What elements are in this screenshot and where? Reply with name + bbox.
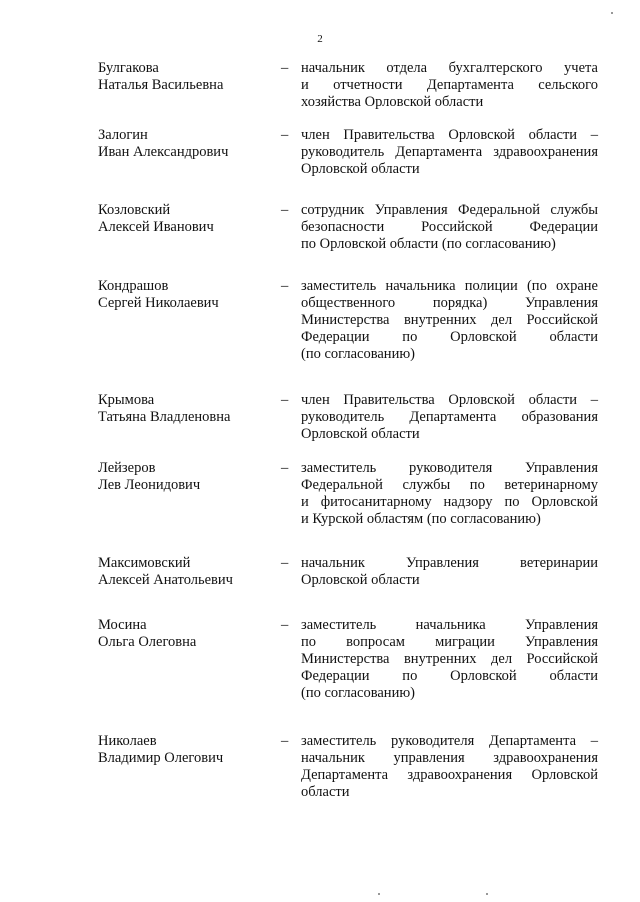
position-line: Министерства внутренних дел Российской bbox=[301, 312, 598, 328]
position-line: заместитель начальника полиции (по охране bbox=[301, 278, 598, 294]
member-surname: Залогин bbox=[98, 127, 148, 143]
position-line: руководитель Департамента здравоохранения bbox=[301, 144, 598, 160]
member-name bbox=[98, 460, 278, 494]
position-line: руководитель Департамента образования bbox=[301, 409, 598, 425]
member-position bbox=[301, 617, 598, 702]
scan-speck bbox=[486, 893, 488, 895]
member-given-names: Владимир Олегович bbox=[98, 750, 224, 766]
position-line: и Курской областям (по согласованию) bbox=[301, 511, 541, 527]
position-line: заместитель руководителя Департамента – bbox=[301, 733, 598, 749]
member-position bbox=[301, 60, 598, 111]
member-position bbox=[301, 392, 598, 443]
entry-dash: – bbox=[281, 202, 289, 218]
position-line: член Правительства Орловской области – bbox=[301, 392, 598, 408]
position-line: хозяйства Орловской области bbox=[301, 94, 484, 110]
member-name bbox=[98, 60, 278, 94]
member-name bbox=[98, 392, 278, 426]
member-surname: Козловский bbox=[98, 202, 171, 218]
entry-dash: – bbox=[281, 60, 289, 76]
member-position bbox=[301, 555, 598, 589]
scan-speck bbox=[611, 12, 613, 14]
member-position bbox=[301, 278, 598, 363]
position-line: сотрудник Управления Федеральной службы bbox=[301, 202, 598, 218]
position-line: Орловской области bbox=[301, 161, 420, 177]
entry-dash: – bbox=[281, 555, 289, 571]
member-name bbox=[98, 278, 278, 312]
member-position bbox=[301, 127, 598, 178]
member-surname: Лейзеров bbox=[98, 460, 156, 476]
member-given-names: Сергей Николаевич bbox=[98, 295, 219, 311]
position-line: (по согласованию) bbox=[301, 685, 415, 701]
member-surname: Булгакова bbox=[98, 60, 159, 76]
position-line: по вопросам миграции Управления bbox=[301, 634, 598, 650]
member-position bbox=[301, 460, 598, 528]
member-given-names: Алексей Анатольевич bbox=[98, 572, 233, 588]
position-line: заместитель начальника Управления bbox=[301, 617, 598, 633]
position-line: Орловской области bbox=[301, 572, 420, 588]
entry-dash: – bbox=[281, 617, 289, 633]
member-given-names: Лев Леонидович bbox=[98, 477, 201, 493]
position-line: безопасности Российской Федерации bbox=[301, 219, 598, 235]
member-given-names: Алексей Иванович bbox=[98, 219, 214, 235]
position-line: Федеральной службы по ветеринарному bbox=[301, 477, 598, 493]
member-name bbox=[98, 733, 278, 767]
member-name bbox=[98, 555, 278, 589]
member-name bbox=[98, 127, 278, 161]
entry-dash: – bbox=[281, 127, 289, 143]
position-line: по Орловской области (по согласованию) bbox=[301, 236, 556, 252]
member-position bbox=[301, 733, 598, 801]
position-line: начальник Управления ветеринарии bbox=[301, 555, 598, 571]
member-given-names: Наталья Васильевна bbox=[98, 77, 224, 93]
entry-dash: – bbox=[281, 278, 289, 294]
member-given-names: Ольга Олеговна bbox=[98, 634, 197, 650]
member-position bbox=[301, 202, 598, 253]
position-line: заместитель руководителя Управления bbox=[301, 460, 598, 476]
position-line: Министерства внутренних дел Российской bbox=[301, 651, 598, 667]
member-surname: Николаев bbox=[98, 733, 157, 749]
position-line: Федерации по Орловской области bbox=[301, 329, 598, 345]
entry-dash: – bbox=[281, 733, 289, 749]
member-given-names: Иван Александрович bbox=[98, 144, 229, 160]
member-surname: Мосина bbox=[98, 617, 147, 633]
member-given-names: Татьяна Владленовна bbox=[98, 409, 231, 425]
position-line: начальник отдела бухгалтерского учета bbox=[301, 60, 598, 76]
position-line: и фитосанитарному надзору по Орловской bbox=[301, 494, 598, 510]
member-surname: Кондрашов bbox=[98, 278, 169, 294]
entry-dash: – bbox=[281, 392, 289, 408]
page-number: 2 bbox=[317, 33, 323, 45]
position-line: (по согласованию) bbox=[301, 346, 415, 362]
position-line: Департамента здравоохранения Орловской bbox=[301, 767, 598, 783]
position-line: области bbox=[301, 784, 350, 800]
position-line: общественного порядка) Управления bbox=[301, 295, 598, 311]
position-line: Орловской области bbox=[301, 426, 420, 442]
member-surname: Крымова bbox=[98, 392, 155, 408]
position-line: и отчетности Департамента сельского bbox=[301, 77, 598, 93]
entry-dash: – bbox=[281, 460, 289, 476]
position-line: Федерации по Орловской области bbox=[301, 668, 598, 684]
member-name bbox=[98, 202, 278, 236]
member-name bbox=[98, 617, 278, 651]
position-line: начальник управления здравоохранения bbox=[301, 750, 598, 766]
scan-speck bbox=[378, 893, 380, 895]
position-line: член Правительства Орловской области – bbox=[301, 127, 598, 143]
member-surname: Максимовский bbox=[98, 555, 191, 571]
